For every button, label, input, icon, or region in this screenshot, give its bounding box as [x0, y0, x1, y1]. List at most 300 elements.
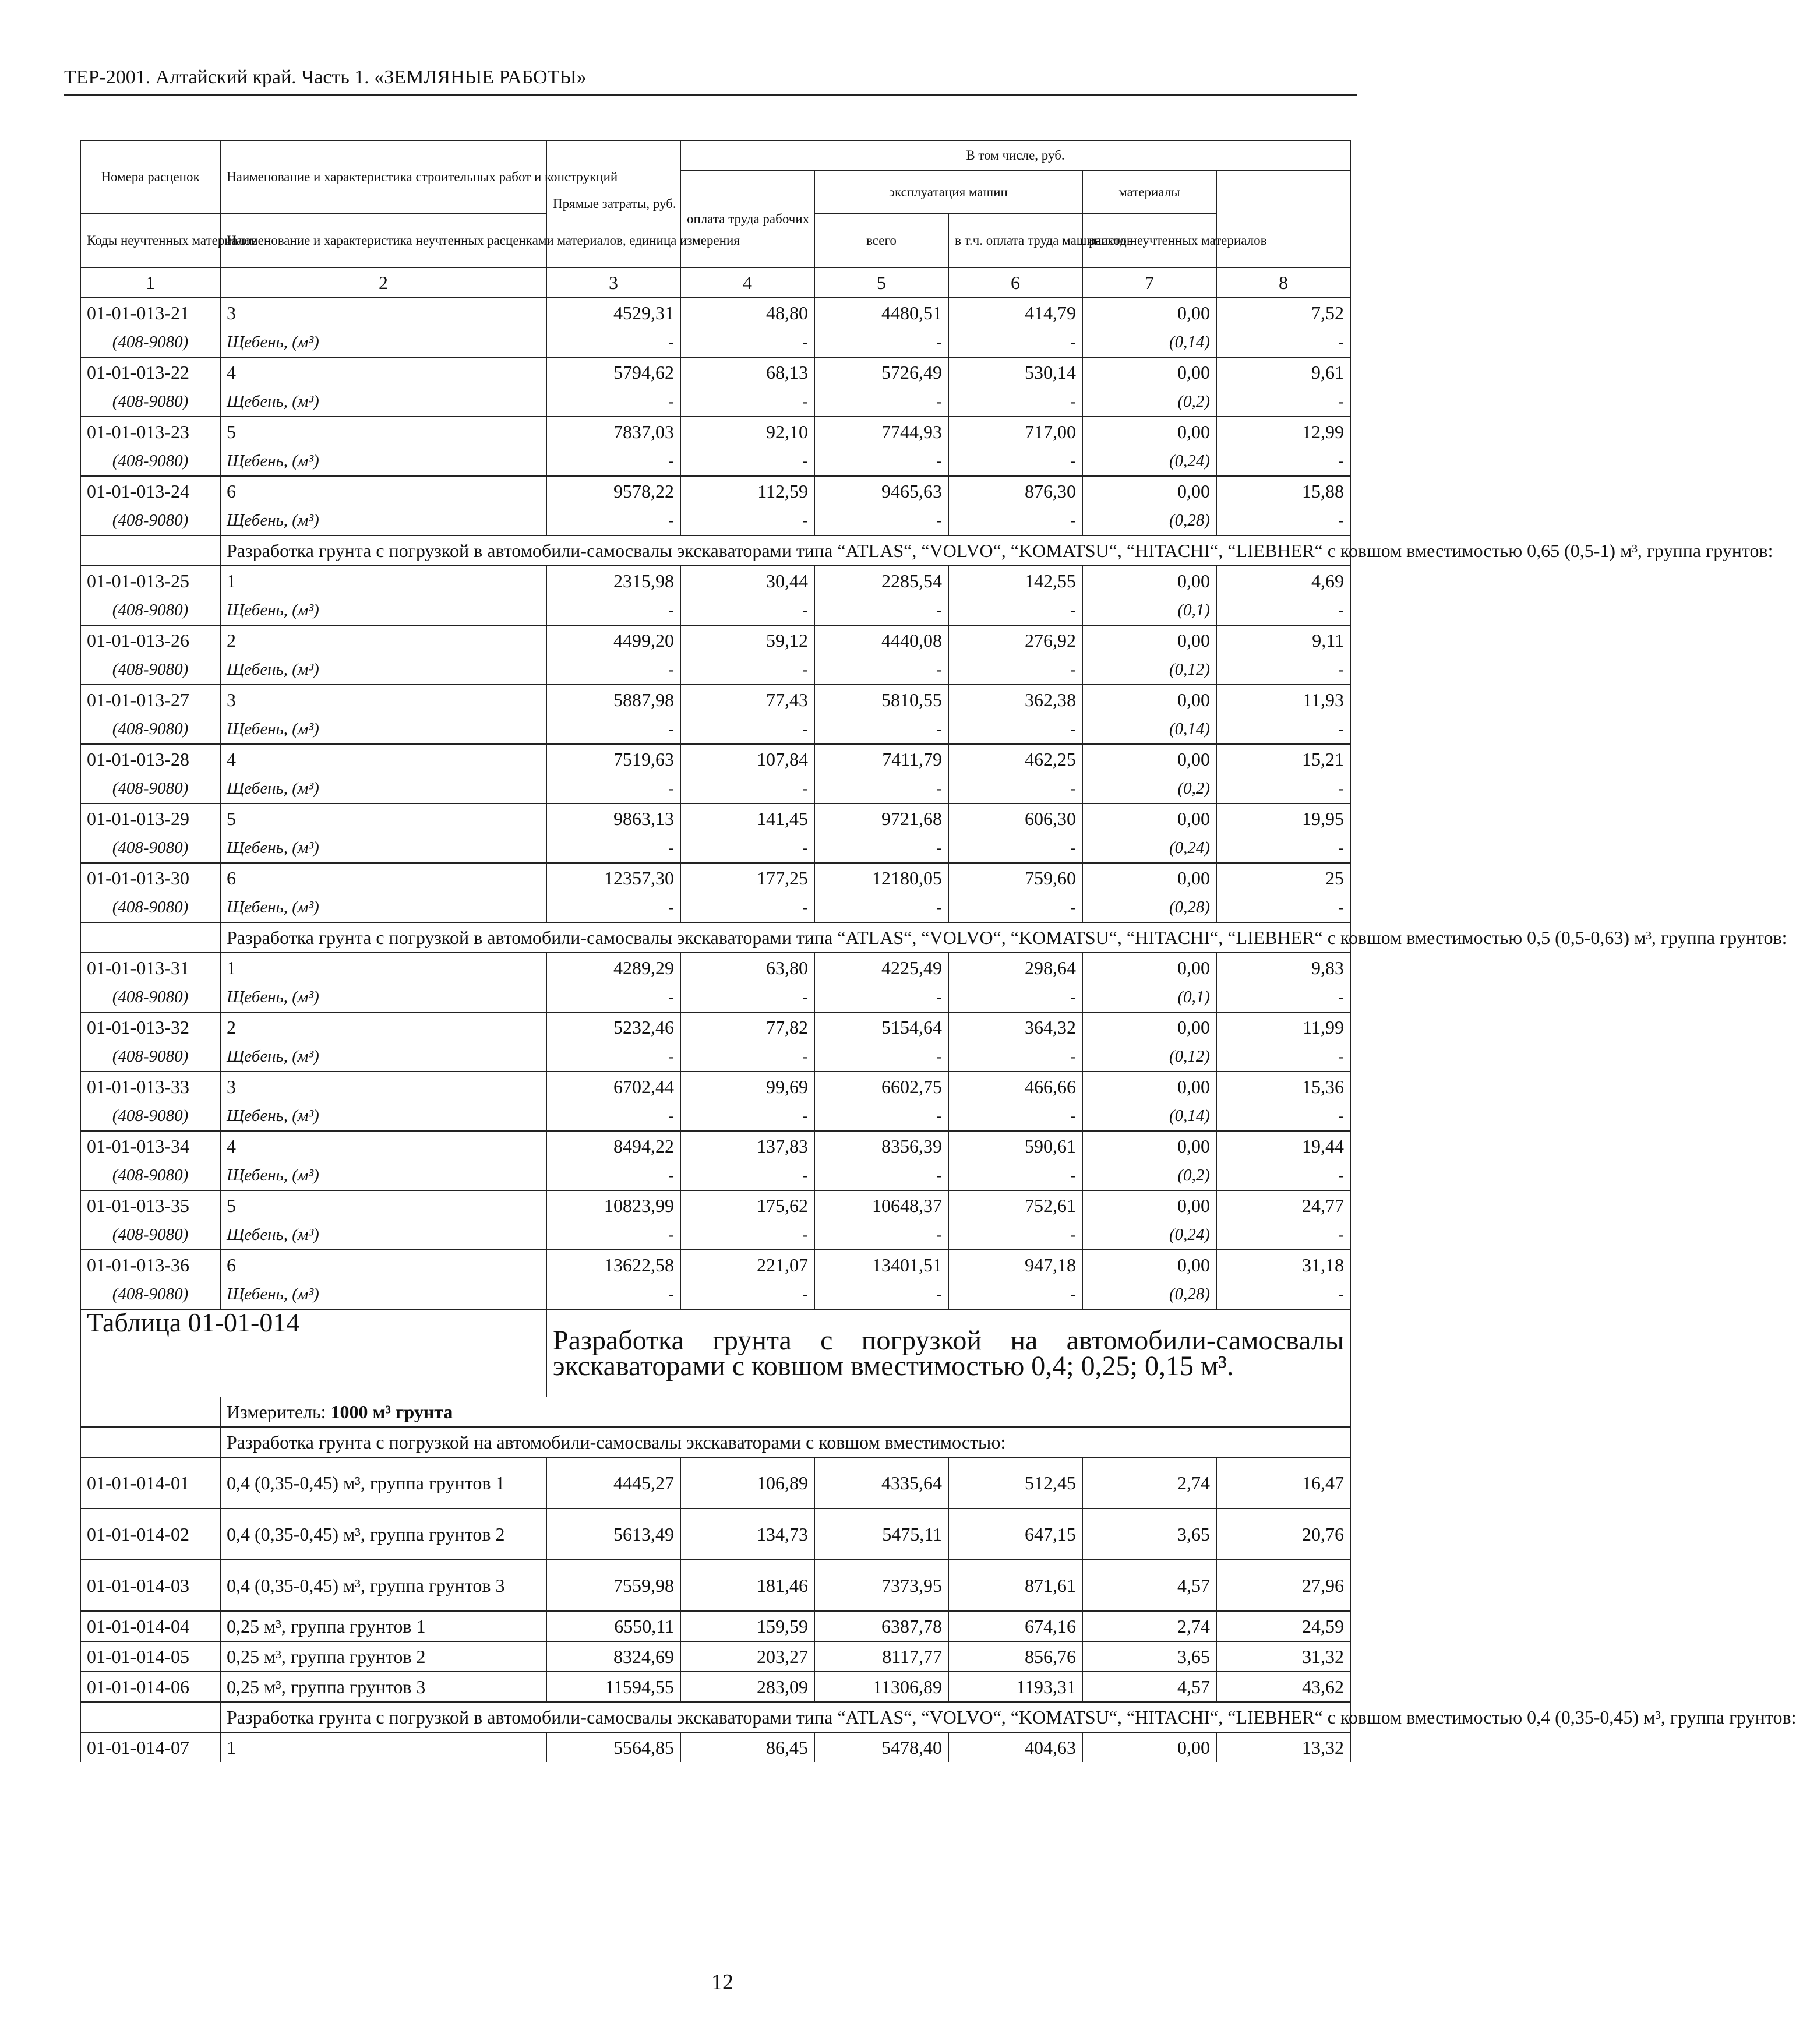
direct-cost: 5887,98 — [546, 685, 680, 714]
machinists-pay: 674,16 — [948, 1611, 1082, 1641]
dash: - — [948, 655, 1082, 685]
dash: - — [680, 655, 814, 685]
machinists-pay: 414,79 — [948, 298, 1082, 327]
labor-pay: 181,46 — [680, 1560, 814, 1611]
rate-name: 4 — [220, 357, 546, 387]
dash: - — [1216, 714, 1350, 744]
machines-total: 4225,49 — [814, 953, 948, 982]
rate-code: 01-01-013-23 — [80, 417, 220, 446]
table-row — [80, 298, 1350, 327]
table-row — [80, 1190, 1350, 1220]
rate-code: 01-01-013-32 — [80, 1012, 220, 1042]
col-num: 3 — [546, 267, 680, 298]
rate-name: 5 — [220, 1190, 546, 1220]
measure-value: 1000 м³ грунта — [330, 1401, 453, 1422]
direct-cost: 6702,44 — [546, 1072, 680, 1101]
rate-name: 3 — [220, 685, 546, 714]
rate-name: 0,25 м³, группа грунтов 3 — [220, 1672, 546, 1702]
dash: - — [546, 1042, 680, 1072]
material-name: Щебень, (м³) — [220, 982, 546, 1012]
group-header-014-b — [80, 1702, 1796, 1732]
direct-cost: 4529,31 — [546, 298, 680, 327]
material-code: (408-9080) — [80, 774, 220, 803]
material-name: Щебень, (м³) — [220, 1042, 546, 1072]
dash: - — [1216, 446, 1350, 476]
labor-pay: 99,69 — [680, 1072, 814, 1101]
material-amount: (0,28) — [1082, 1280, 1216, 1309]
dash: - — [680, 506, 814, 535]
dash: - — [814, 982, 948, 1012]
dash: - — [680, 714, 814, 744]
dash: - — [1216, 506, 1350, 535]
materials-cost: 0,00 — [1082, 357, 1216, 387]
table-row — [80, 1641, 1350, 1672]
materials-cost: 0,00 — [1082, 1190, 1216, 1220]
dash: - — [814, 714, 948, 744]
material-amount: (0,14) — [1082, 327, 1216, 357]
dash: - — [948, 387, 1082, 417]
table-row — [80, 1611, 1350, 1641]
machinists-pay: 276,92 — [948, 625, 1082, 655]
labor-pay: 106,89 — [680, 1457, 814, 1509]
table-title: Разработка грунта с погрузкой на автомобили-самосвалы экскаваторами с ковшом вместимостью 0,4; 0,25; 0,15 м³. — [546, 1309, 1350, 1397]
material-amount: (0,24) — [1082, 446, 1216, 476]
dash: - — [680, 1280, 814, 1309]
dash: - — [680, 982, 814, 1012]
material-row — [80, 774, 1350, 803]
rate-name: 3 — [220, 1072, 546, 1101]
direct-cost: 6550,11 — [546, 1611, 680, 1641]
labor-pay: 159,59 — [680, 1611, 814, 1641]
material-name: Щебень, (м³) — [220, 1280, 546, 1309]
table-row — [80, 803, 1350, 833]
labor-pay: 112,59 — [680, 476, 814, 506]
col-machines: эксплуатация машин — [814, 171, 1082, 214]
labor-pay: 59,12 — [680, 625, 814, 655]
direct-cost: 5794,62 — [546, 357, 680, 387]
rates-table — [80, 140, 1796, 1762]
group-title: Разработка грунта с погрузкой в автомобили-самосвалы экскаваторами типа “ATLAS“, “VOLVO“, “KOMATSU“, “HITACHI“, “LIEBHER“ с ковшом вместимостью 0,4 (0,35-0,45) м³, группа грунтов: — [220, 1702, 1350, 1732]
machinists-pay: 1193,31 — [948, 1672, 1082, 1702]
dash: - — [546, 506, 680, 535]
direct-cost: 2315,98 — [546, 566, 680, 595]
labor-hours: 11,93 — [1216, 685, 1350, 714]
labor-hours: 43,62 — [1216, 1672, 1350, 1702]
direct-cost: 5564,85 — [546, 1732, 680, 1762]
dash: - — [1216, 893, 1350, 922]
dash: - — [948, 595, 1082, 625]
material-name: Щебень, (м³) — [220, 506, 546, 535]
dash: - — [680, 446, 814, 476]
dash: - — [1216, 1220, 1350, 1250]
table-row — [80, 1012, 1350, 1042]
dash: - — [546, 1161, 680, 1190]
machinists-pay: 871,61 — [948, 1560, 1082, 1611]
labor-pay: 77,82 — [680, 1012, 814, 1042]
rate-name: 2 — [220, 625, 546, 655]
material-row — [80, 1101, 1350, 1131]
labor-pay: 203,27 — [680, 1641, 814, 1672]
material-row — [80, 982, 1350, 1012]
dash: - — [948, 893, 1082, 922]
labor-hours: 11,99 — [1216, 1012, 1350, 1042]
col-incl: В том числе, руб. — [680, 140, 1350, 171]
block-013-b — [80, 566, 1350, 922]
dash: - — [680, 893, 814, 922]
dash: - — [814, 1280, 948, 1309]
material-row — [80, 387, 1350, 417]
dash: - — [546, 387, 680, 417]
machines-total: 4440,08 — [814, 625, 948, 655]
dash: - — [814, 1161, 948, 1190]
table-row — [80, 625, 1350, 655]
rate-name: 0,25 м³, группа грунтов 2 — [220, 1641, 546, 1672]
materials-cost: 0,00 — [1082, 1012, 1216, 1042]
dash: - — [680, 1220, 814, 1250]
dash: - — [1216, 1161, 1350, 1190]
direct-cost: 13622,58 — [546, 1250, 680, 1280]
dash: - — [948, 982, 1082, 1012]
direct-cost: 10823,99 — [546, 1190, 680, 1220]
measure-line — [220, 1397, 1350, 1427]
material-amount: (0,2) — [1082, 1161, 1216, 1190]
table-row — [80, 417, 1350, 446]
material-name: Щебень, (м³) — [220, 1220, 546, 1250]
material-amount: (0,1) — [1082, 595, 1216, 625]
rate-code: 01-01-013-35 — [80, 1190, 220, 1220]
table-header — [80, 140, 1350, 298]
material-row — [80, 1161, 1350, 1190]
table-row — [80, 1250, 1350, 1280]
direct-cost: 4289,29 — [546, 953, 680, 982]
material-name: Щебень, (м³) — [220, 595, 546, 625]
material-amount: (0,12) — [1082, 1042, 1216, 1072]
dash: - — [1216, 1101, 1350, 1131]
rate-code: 01-01-013-36 — [80, 1250, 220, 1280]
rate-name: 5 — [220, 803, 546, 833]
page-header: ТЕР-2001. Алтайский край. Часть 1. «ЗЕМЛЯНЫЕ РАБОТЫ» — [64, 66, 1357, 96]
block-013-c — [80, 953, 1350, 1309]
dash: - — [948, 506, 1082, 535]
machinists-pay: 142,55 — [948, 566, 1082, 595]
materials-cost: 0,00 — [1082, 953, 1216, 982]
labor-hours: 16,47 — [1216, 1457, 1350, 1509]
machinists-pay: 876,30 — [948, 476, 1082, 506]
material-row — [80, 1280, 1350, 1309]
col-num: 5 — [814, 267, 948, 298]
materials-cost: 0,00 — [1082, 803, 1216, 833]
rate-code: 01-01-013-31 — [80, 953, 220, 982]
direct-cost: 12357,30 — [546, 863, 680, 893]
machines-total: 10648,37 — [814, 1190, 948, 1220]
rate-code: 01-01-014-04 — [80, 1611, 220, 1641]
table-row — [80, 863, 1350, 893]
direct-cost: 7519,63 — [546, 744, 680, 774]
direct-cost: 7837,03 — [546, 417, 680, 446]
machinists-pay: 590,61 — [948, 1131, 1082, 1161]
dash: - — [1216, 774, 1350, 803]
material-code: (408-9080) — [80, 387, 220, 417]
dash: - — [814, 1042, 948, 1072]
table-row — [80, 1457, 1350, 1509]
material-amount: (0,1) — [1082, 982, 1216, 1012]
materials-cost: 0,00 — [1082, 625, 1216, 655]
rate-code: 01-01-013-24 — [80, 476, 220, 506]
labor-pay: 63,80 — [680, 953, 814, 982]
dash: - — [948, 1101, 1082, 1131]
machines-total: 8356,39 — [814, 1131, 948, 1161]
materials-cost: 4,57 — [1082, 1672, 1216, 1702]
dash: - — [546, 595, 680, 625]
dash: - — [546, 714, 680, 744]
group-title: Разработка грунта с погрузкой в автомобили-самосвалы экскаваторами типа “ATLAS“, “VOLVO“, “KOMATSU“, “HITACHI“, “LIEBHER“ с ковшом вместимостью 0,5 (0,5-0,63) м³, группа грунтов: — [220, 922, 1350, 953]
dash: - — [1216, 1042, 1350, 1072]
rate-name: 6 — [220, 863, 546, 893]
machines-total: 2285,54 — [814, 566, 948, 595]
labor-hours: 19,44 — [1216, 1131, 1350, 1161]
material-name: Щебень, (м³) — [220, 893, 546, 922]
group-title: Разработка грунта с погрузкой в автомобили-самосвалы экскаваторами типа “ATLAS“, “VOLVO“, “KOMATSU“, “HITACHI“, “LIEBHER“ с ковшом вместимостью 0,65 (0,5-1) м³, группа грунтов: — [220, 535, 1350, 566]
dash: - — [546, 1220, 680, 1250]
labor-hours: 15,21 — [1216, 744, 1350, 774]
machinists-pay: 462,25 — [948, 744, 1082, 774]
dash: - — [546, 1101, 680, 1131]
table-row — [80, 1131, 1350, 1161]
machinists-pay: 606,30 — [948, 803, 1082, 833]
labor-pay: 92,10 — [680, 417, 814, 446]
labor-pay: 48,80 — [680, 298, 814, 327]
labor-hours: 4,69 — [1216, 566, 1350, 595]
labor-pay: 68,13 — [680, 357, 814, 387]
table-row — [80, 1560, 1350, 1611]
rate-code: 01-01-014-01 — [80, 1457, 220, 1509]
materials-cost: 0,00 — [1082, 298, 1216, 327]
material-name: Щебень, (м³) — [220, 714, 546, 744]
rate-name: 5 — [220, 417, 546, 446]
material-code: (408-9080) — [80, 506, 220, 535]
machines-total: 6602,75 — [814, 1072, 948, 1101]
material-code: (408-9080) — [80, 327, 220, 357]
machinists-pay: 856,76 — [948, 1641, 1082, 1672]
rate-name: 1 — [220, 1732, 546, 1762]
dash: - — [1216, 1280, 1350, 1309]
materials-cost: 0,00 — [1082, 863, 1216, 893]
dash: - — [1216, 327, 1350, 357]
machinists-pay: 512,45 — [948, 1457, 1082, 1509]
col-num: 6 — [948, 267, 1082, 298]
labor-hours: 31,18 — [1216, 1250, 1350, 1280]
table-row — [80, 1672, 1350, 1702]
dash: - — [814, 833, 948, 863]
material-name: Щебень, (м³) — [220, 1101, 546, 1131]
machines-total: 11306,89 — [814, 1672, 948, 1702]
labor-hours: 20,76 — [1216, 1509, 1350, 1560]
block-014-a — [80, 1457, 1350, 1702]
material-row — [80, 1042, 1350, 1072]
col-materials-cost: расход неучтенных материалов — [1082, 214, 1216, 267]
materials-cost: 4,57 — [1082, 1560, 1216, 1611]
direct-cost: 4445,27 — [546, 1457, 680, 1509]
material-amount: (0,28) — [1082, 506, 1216, 535]
table-row — [80, 685, 1350, 714]
material-row — [80, 506, 1350, 535]
material-row — [80, 833, 1350, 863]
dash: - — [1216, 387, 1350, 417]
material-code: (408-9080) — [80, 982, 220, 1012]
materials-cost: 0,00 — [1082, 566, 1216, 595]
direct-cost: 8494,22 — [546, 1131, 680, 1161]
machines-total: 7411,79 — [814, 744, 948, 774]
rate-code: 01-01-013-26 — [80, 625, 220, 655]
direct-cost: 9863,13 — [546, 803, 680, 833]
machines-total: 13401,51 — [814, 1250, 948, 1280]
materials-cost: 0,00 — [1082, 685, 1216, 714]
dash: - — [948, 1220, 1082, 1250]
rate-code: 01-01-013-29 — [80, 803, 220, 833]
materials-cost: 3,65 — [1082, 1641, 1216, 1672]
rate-code: 01-01-013-25 — [80, 566, 220, 595]
dash: - — [1216, 595, 1350, 625]
material-amount: (0,28) — [1082, 893, 1216, 922]
rate-code: 01-01-013-30 — [80, 863, 220, 893]
dash: - — [546, 774, 680, 803]
table-row — [80, 953, 1350, 982]
materials-cost: 0,00 — [1082, 476, 1216, 506]
machinists-pay: 364,32 — [948, 1012, 1082, 1042]
labor-hours: 15,36 — [1216, 1072, 1350, 1101]
material-code: (408-9080) — [80, 595, 220, 625]
machinists-pay: 362,38 — [948, 685, 1082, 714]
dash: - — [546, 982, 680, 1012]
rate-name: 0,25 м³, группа грунтов 1 — [220, 1611, 546, 1641]
direct-cost: 5613,49 — [546, 1509, 680, 1560]
table-row — [80, 566, 1350, 595]
dash: - — [814, 774, 948, 803]
rate-name: 1 — [220, 566, 546, 595]
materials-cost: 2,74 — [1082, 1611, 1216, 1641]
material-code: (408-9080) — [80, 1280, 220, 1309]
rate-code: 01-01-014-05 — [80, 1641, 220, 1672]
rate-name: 0,4 (0,35-0,45) м³, группа грунтов 2 — [220, 1509, 546, 1560]
column-numbers-row — [80, 267, 1350, 298]
table-row — [80, 1509, 1350, 1560]
rate-code: 01-01-014-02 — [80, 1509, 220, 1560]
group-header-013-b — [80, 535, 1773, 566]
labor-pay: 141,45 — [680, 803, 814, 833]
dash: - — [680, 387, 814, 417]
table-row — [80, 357, 1350, 387]
col-direct: Прямые затраты, руб. — [546, 140, 680, 267]
material-amount: (0,24) — [1082, 833, 1216, 863]
dash: - — [680, 1101, 814, 1131]
material-code: (408-9080) — [80, 1042, 220, 1072]
labor-hours: 13,32 — [1216, 1732, 1350, 1762]
col-num: 7 — [1082, 267, 1216, 298]
dash: - — [546, 655, 680, 685]
direct-cost: 11594,55 — [546, 1672, 680, 1702]
labor-pay: 107,84 — [680, 744, 814, 774]
labor-hours: 27,96 — [1216, 1560, 1350, 1611]
dash: - — [948, 714, 1082, 744]
labor-pay: 134,73 — [680, 1509, 814, 1560]
dash: - — [1216, 982, 1350, 1012]
rate-code: 01-01-013-27 — [80, 685, 220, 714]
labor-hours: 9,61 — [1216, 357, 1350, 387]
dash: - — [1216, 833, 1350, 863]
machines-total: 5726,49 — [814, 357, 948, 387]
material-amount: (0,2) — [1082, 387, 1216, 417]
machines-total: 9465,63 — [814, 476, 948, 506]
machinists-pay: 752,61 — [948, 1190, 1082, 1220]
col-total: всего — [814, 214, 948, 267]
dash: - — [546, 1280, 680, 1309]
col-name-top: Наименование и характеристика строительных работ и конструкций — [220, 140, 546, 214]
labor-pay: 30,44 — [680, 566, 814, 595]
dash: - — [680, 1161, 814, 1190]
dash: - — [948, 327, 1082, 357]
machinists-pay: 466,66 — [948, 1072, 1082, 1101]
rate-code: 01-01-013-34 — [80, 1131, 220, 1161]
labor-hours: 24,77 — [1216, 1190, 1350, 1220]
machines-total: 9721,68 — [814, 803, 948, 833]
dash: - — [1216, 655, 1350, 685]
rate-name: 0,4 (0,35-0,45) м³, группа грунтов 1 — [220, 1457, 546, 1509]
machines-total: 12180,05 — [814, 863, 948, 893]
labor-hours: 12,99 — [1216, 417, 1350, 446]
machines-total: 8117,77 — [814, 1641, 948, 1672]
dash: - — [546, 446, 680, 476]
labor-hours: 25 — [1216, 863, 1350, 893]
materials-cost: 3,65 — [1082, 1509, 1216, 1560]
material-code: (408-9080) — [80, 1161, 220, 1190]
table-row — [80, 744, 1350, 774]
rate-name: 4 — [220, 744, 546, 774]
rate-name: 2 — [220, 1012, 546, 1042]
rate-code: 01-01-013-22 — [80, 357, 220, 387]
material-row — [80, 1220, 1350, 1250]
rate-code: 01-01-014-07 — [80, 1732, 220, 1762]
dash: - — [814, 1101, 948, 1131]
rate-name: 1 — [220, 953, 546, 982]
material-amount: (0,14) — [1082, 1101, 1216, 1131]
dash: - — [680, 595, 814, 625]
materials-cost: 0,00 — [1082, 1732, 1216, 1762]
table-row — [80, 476, 1350, 506]
table-row — [80, 1732, 1350, 1762]
labor-pay: 175,62 — [680, 1190, 814, 1220]
col-num: 4 — [680, 267, 814, 298]
dash: - — [814, 446, 948, 476]
material-row — [80, 595, 1350, 625]
labor-pay: 137,83 — [680, 1131, 814, 1161]
material-code: (408-9080) — [80, 1101, 220, 1131]
dash: - — [814, 1220, 948, 1250]
material-code: (408-9080) — [80, 1220, 220, 1250]
material-row — [80, 893, 1350, 922]
labor-hours: 9,83 — [1216, 953, 1350, 982]
dash: - — [814, 387, 948, 417]
machinists-pay: 759,60 — [948, 863, 1082, 893]
labor-hours: 15,88 — [1216, 476, 1350, 506]
machines-total: 7373,95 — [814, 1560, 948, 1611]
machines-total: 5478,40 — [814, 1732, 948, 1762]
material-code: (408-9080) — [80, 833, 220, 863]
dash: - — [680, 774, 814, 803]
direct-cost: 7559,98 — [546, 1560, 680, 1611]
materials-cost: 2,74 — [1082, 1457, 1216, 1509]
col-labor: оплата труда рабочих — [680, 171, 814, 267]
rate-name: 0,4 (0,35-0,45) м³, группа грунтов 3 — [220, 1560, 546, 1611]
